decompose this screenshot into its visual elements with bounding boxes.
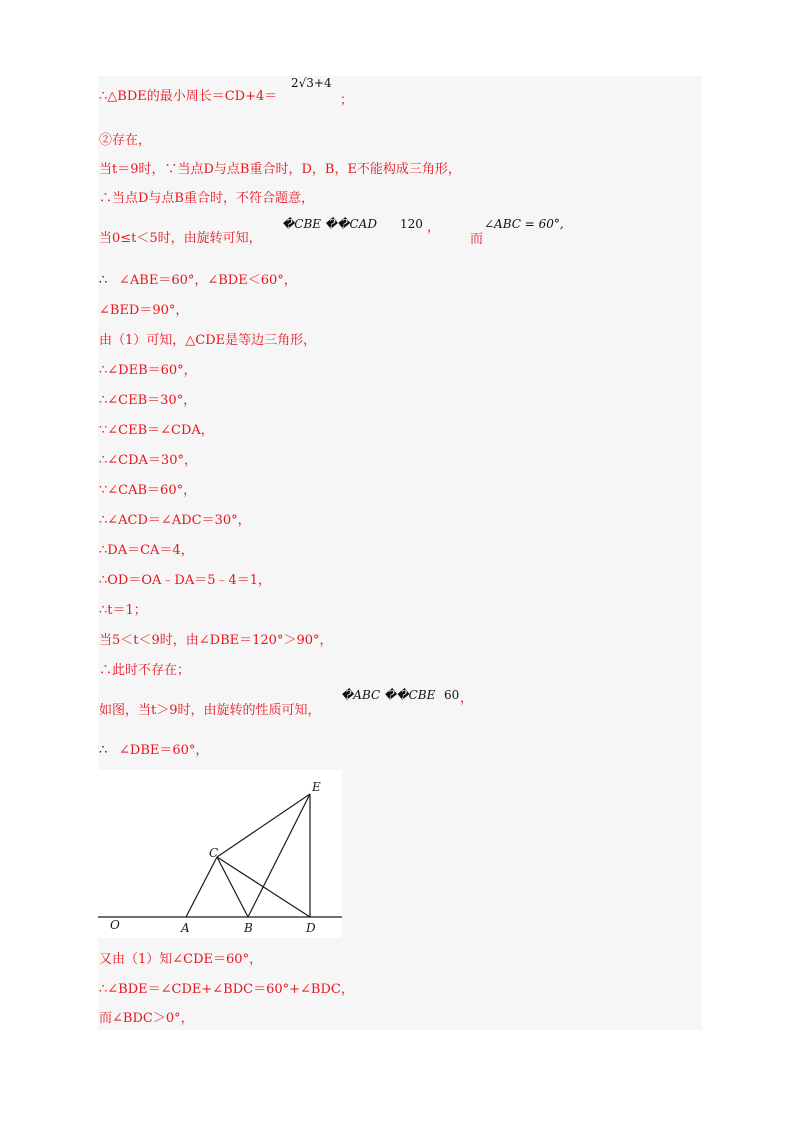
geometry-figure-svg xyxy=(98,770,342,938)
line-od: ∴OD＝OA﹣DA＝5﹣4＝1， xyxy=(99,573,272,588)
text-min-perimeter: ∴△BDE的最小周长＝CD+4＝ xyxy=(99,89,278,104)
line-bdc-positive: 而∠BDC＞0°， xyxy=(99,1011,194,1026)
rotation-eq-right: ∠ABC = 60°, xyxy=(484,217,564,231)
line-bde-sum: ∴∠BDE＝∠CDE+∠BDC＝60°+∠BDC， xyxy=(99,982,354,997)
rotation-eq-and: 而 xyxy=(470,232,484,247)
line-cde-60: 又由（1）知∠CDE＝60°， xyxy=(99,952,263,967)
line-dbe-60: ∠DBE＝60°， xyxy=(119,743,209,758)
line-not-valid: ∴当点D与点B重合时，不符合题意， xyxy=(99,191,314,206)
rotation-eq-number: 120 xyxy=(400,217,423,231)
therefore-symbol-2: ∴ xyxy=(99,743,108,758)
rotation2-eq-left: �ABC ��CBE xyxy=(341,688,436,702)
segment-ce xyxy=(217,794,310,857)
line-cda-30: ∴∠CDA＝30°， xyxy=(99,453,197,468)
line-case-0-5: 当0≤t＜5时，由旋转可知， xyxy=(99,231,262,246)
segment-eb xyxy=(248,794,310,917)
line-ceb-30: ∴∠CEB＝30°， xyxy=(99,393,197,408)
line-bed-90: ∠BED＝90°， xyxy=(99,303,189,318)
segment-cd xyxy=(217,857,310,917)
line-ceb-cda: ∵∠CEB＝∠CDA， xyxy=(99,423,214,438)
point-label-e: E xyxy=(312,780,321,794)
therefore-symbol-1: ∴ xyxy=(99,273,108,288)
rotation-eq-left: �CBE ��CAD xyxy=(282,217,377,231)
geometry-figure xyxy=(98,770,342,938)
line-da-ca: ∴DA＝CA＝4， xyxy=(99,543,194,558)
line-equilateral: 由（1）可知，△CDE是等边三角形， xyxy=(99,333,317,348)
point-label-d: D xyxy=(306,921,316,935)
perimeter-end: ； xyxy=(340,93,354,108)
rotation2-eq-number: 60 xyxy=(444,688,460,702)
line-t-equals-1: ∴t＝1； xyxy=(99,603,147,618)
line-abe-bde: ∠ABE＝60°，∠BDE＜60°， xyxy=(119,273,297,288)
segment-ac xyxy=(186,857,217,917)
line-acd-adc: ∴∠ACD＝∠ADC＝30°， xyxy=(99,513,251,528)
rotation-eq-comma: ， xyxy=(427,220,441,235)
point-label-c: C xyxy=(209,846,219,860)
line-t-equals-9: 当t＝9时，∵当点D与点B重合时，D，B，E不能构成三角形， xyxy=(99,162,461,177)
line-exists: ②存在， xyxy=(99,133,152,148)
line-not-exist: ∴此时不存在； xyxy=(99,663,191,678)
point-label-a: A xyxy=(181,921,190,935)
rotation2-eq-comma: ， xyxy=(460,691,474,706)
point-label-b: B xyxy=(244,921,253,935)
perimeter-value: 2√3+4 xyxy=(291,76,332,90)
line-min-perimeter xyxy=(99,88,277,106)
point-label-o: O xyxy=(110,918,120,932)
segment-cb xyxy=(217,857,248,917)
line-deb-60: ∴∠DEB＝60°， xyxy=(99,363,197,378)
line-cab-60: ∵∠CAB＝60°， xyxy=(99,483,197,498)
line-case-t-over-9: 如图，当t＞9时，由旋转的性质可知， xyxy=(99,703,321,718)
line-case-5-9: 当5＜t＜9时，由∠DBE＝120°＞90°， xyxy=(99,633,333,648)
